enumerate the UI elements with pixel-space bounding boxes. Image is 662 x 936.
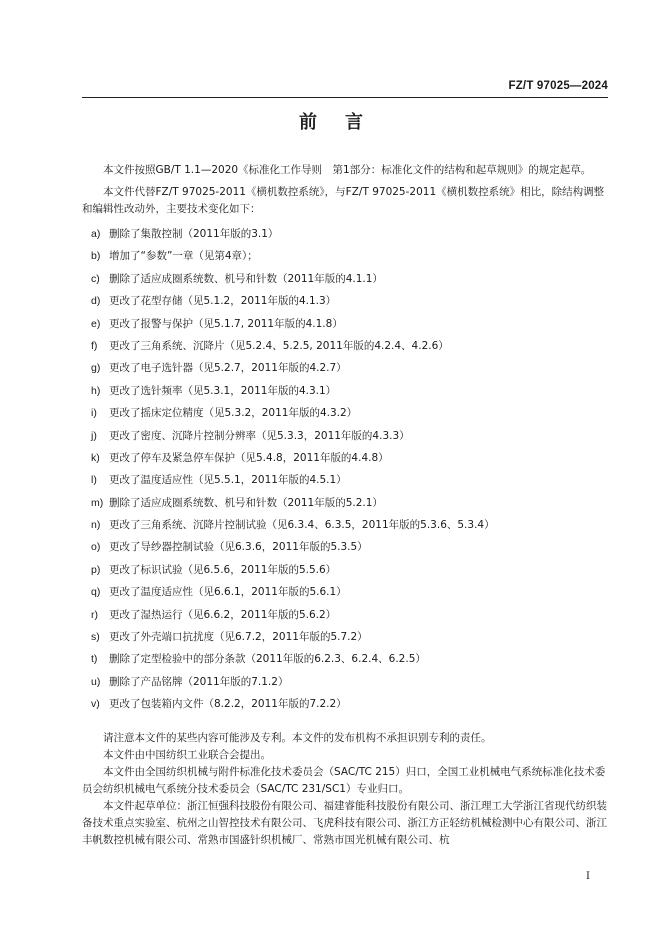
list-marker: e) bbox=[91, 317, 101, 330]
list-marker: r) bbox=[91, 608, 98, 621]
list-item-text: 更改了摇床定位精度（见5.3.2，2011年版的4.3.2） bbox=[109, 407, 358, 420]
list-item bbox=[82, 223, 608, 245]
list-item-text: 删除了产品铭牌（2011年版的7.1.2） bbox=[109, 675, 289, 688]
list-item bbox=[82, 357, 608, 379]
closing-notes bbox=[82, 730, 608, 849]
committee-note: 本文件由全国纺织机械与附件标准化技术委员会（SAC/TC 215）归口，全国工业机械电气系统标准化技术委员会纺织机械电气系统分技术委员会（SAC/TC 231/SC1）专业归口。 bbox=[82, 765, 606, 795]
list-marker: j) bbox=[91, 429, 97, 442]
list-item-text: 更改了湿热运行（见6.6.2，2011年版的5.6.2） bbox=[109, 608, 337, 621]
list-marker: o) bbox=[91, 541, 101, 554]
list-marker: q) bbox=[91, 586, 101, 599]
list-item-text: 更改了三角系统、沉降片（见5.2.4、5.2.5, 2011年版的4.2.4、4.2.6） bbox=[109, 339, 449, 352]
list-item bbox=[82, 604, 608, 626]
list-marker: t) bbox=[91, 653, 98, 666]
list-item bbox=[82, 559, 608, 581]
list-item-text: 更改了标识试验（见6.5.6，2011年版的5.5.6） bbox=[109, 563, 337, 576]
list-item-text: 更改了导纱器控制试验（见6.3.6，2011年版的5.3.5） bbox=[109, 541, 368, 554]
list-marker: a) bbox=[91, 228, 101, 240]
document-body bbox=[82, 162, 608, 849]
list-item-text: 更改了报警与保护（见5.1.7, 2011年版的4.1.8） bbox=[109, 317, 343, 330]
list-item bbox=[82, 245, 608, 267]
list-item-text: 更改了花型存储（见5.1.2，2011年版的4.1.3） bbox=[109, 295, 337, 308]
list-marker: n) bbox=[91, 519, 101, 532]
list-marker: d) bbox=[91, 295, 101, 308]
list-item-text: 增加了“参数”一章（见第4章）； bbox=[109, 250, 258, 263]
list-item-text: 更改了选针频率（见5.3.1，2011年版的4.3.1） bbox=[109, 384, 337, 397]
list-item-text: 删除了定型检验中的部分条款（2011年版的6.2.3、6.2.4、6.2.5） bbox=[109, 653, 426, 666]
list-item bbox=[82, 581, 608, 603]
list-marker: c) bbox=[91, 272, 100, 285]
list-marker: v) bbox=[91, 698, 100, 711]
list-item-text: 更改了温度适应性（见6.6.1，2011年版的5.6.1） bbox=[109, 586, 347, 599]
list-item bbox=[82, 335, 608, 357]
list-marker: l) bbox=[91, 474, 97, 487]
list-item-text: 更改了包装箱内文件（8.2.2，2011年版的7.2.2） bbox=[109, 698, 347, 711]
list-item-text: 删除了适应成圈系统数、机号和针数（2011年版的5.2.1） bbox=[109, 496, 383, 509]
list-item-text: 更改了停车及紧急停车保护（见5.4.8，2011年版的4.4.8） bbox=[109, 451, 389, 464]
list-item bbox=[82, 447, 608, 469]
intro-paragraph-1: 本文件按照GB/T 1.1—2020《标准化工作导则 第1部分：标准化文件的结构和起草规则》的规定起草。 bbox=[103, 164, 592, 176]
list-item-text: 删除了集散控制（2011年版的3.1） bbox=[109, 228, 279, 240]
list-marker: b) bbox=[91, 250, 101, 263]
list-item bbox=[82, 626, 608, 648]
list-item bbox=[82, 402, 608, 424]
drafting-units-note: 本文件起草单位：浙江恒强科技股份有限公司、福建睿能科技股份有限公司、浙江理工大学浙江省现代纺织装备技术重点实验室、杭州之山智控技术有限公司、飞虎科技有限公司、浙江方正轻纺机械检测中心有限公司、浙江丰帆数控机械有限公司、常熟市国盛针织机械厂、常熟市国光机械有限公司、杭 bbox=[82, 799, 607, 846]
intro-paragraph-2: 本文件代替FZ/T 97025-2011《横机数控系统》，与FZ/T 97025-2011《横机数控系统》相比，除结构调整和编辑性改动外，主要技术变化如下： bbox=[82, 186, 605, 215]
list-item-text: 删除了适应成圈系统数、机号和针数（2011年版的4.1.1） bbox=[109, 272, 383, 285]
list-marker: f) bbox=[91, 339, 98, 352]
list-item bbox=[82, 425, 608, 447]
list-item-text: 更改了三角系统、沉降片控制试验（见6.3.4、6.3.5，2011年版的5.3.6、5.3.4） bbox=[109, 519, 495, 532]
list-item bbox=[82, 671, 608, 693]
list-item bbox=[82, 380, 608, 402]
list-marker: k) bbox=[91, 451, 100, 464]
list-item-text: 更改了电子选针器（见5.2.7，2011年版的4.2.7） bbox=[109, 362, 347, 375]
list-item-text: 更改了外壳端口抗扰度（见6.7.2，2011年版的5.7.2） bbox=[109, 631, 368, 644]
page-title: 前言 bbox=[299, 112, 391, 133]
list-item bbox=[82, 648, 608, 670]
list-marker: p) bbox=[91, 563, 101, 576]
list-item bbox=[82, 693, 608, 715]
list-marker: m) bbox=[91, 496, 104, 509]
list-item bbox=[82, 514, 608, 536]
list-item bbox=[82, 268, 608, 290]
list-marker: h) bbox=[91, 384, 101, 397]
patent-note: 请注意本文件的某些内容可能涉及专利。本文件的发布机构不承担识别专利的责任。 bbox=[103, 731, 492, 744]
page-number: I bbox=[586, 871, 590, 882]
list-item bbox=[82, 492, 608, 514]
list-item bbox=[82, 313, 608, 335]
list-item bbox=[82, 290, 608, 312]
list-item-text: 更改了温度适应性（见5.5.1，2011年版的4.5.1） bbox=[109, 474, 347, 487]
list-marker: i) bbox=[91, 407, 97, 420]
list-marker: s) bbox=[91, 631, 100, 644]
technical-changes-list bbox=[82, 223, 608, 716]
proposer-note: 本文件由中国纺织工业联合会提出。 bbox=[103, 748, 271, 761]
list-marker: u) bbox=[91, 675, 101, 688]
list-item bbox=[82, 469, 608, 491]
document-code: FZ/T 97025—2024 bbox=[508, 80, 608, 92]
list-marker: g) bbox=[91, 362, 101, 375]
header-rule bbox=[82, 97, 608, 98]
list-item-text: 更改了密度、沉降片控制分辨率（见5.3.3，2011年版的4.3.3） bbox=[109, 429, 410, 442]
list-item bbox=[82, 536, 608, 558]
